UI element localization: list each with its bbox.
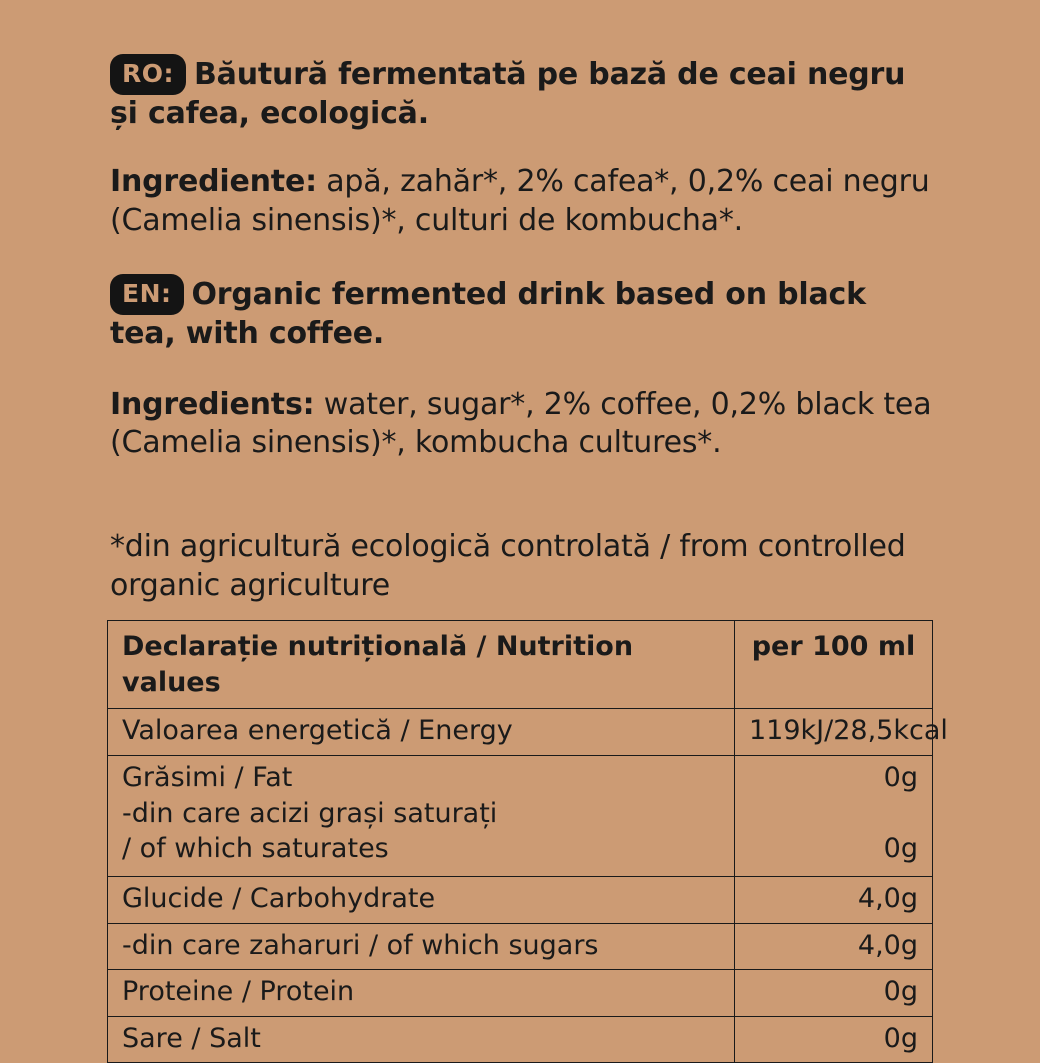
table-row [108, 970, 933, 1017]
row-label-protein: Proteine / Protein [108, 970, 735, 1017]
row-label-fat [108, 755, 735, 876]
row-value-energy: 119kJ/28,5kcal [735, 709, 933, 756]
table-header-row [108, 621, 933, 709]
row-value-protein: 0g [735, 970, 933, 1017]
row-value-salt: 0g [735, 1016, 933, 1063]
en-headline-block [110, 274, 940, 353]
row-value-saturates: 0g [883, 833, 918, 865]
table-row [108, 755, 933, 876]
en-ingredients-label: Ingredients: [110, 386, 315, 422]
row-value-fat-group [735, 755, 933, 876]
ro-headline-block [110, 54, 940, 133]
row-value-carbohydrate: 4,0g [735, 876, 933, 923]
table-row [108, 923, 933, 970]
row-label-fat-sub2: / of which saturates [122, 833, 389, 865]
en-language-tag: EN: [110, 274, 184, 315]
row-label-sugars: -din care zaharuri / of which sugars [108, 923, 735, 970]
row-label-salt: Sare / Salt [108, 1016, 735, 1063]
row-value-fat: 0g [883, 761, 918, 793]
en-ingredients-block [110, 386, 940, 463]
ro-ingredients-label: Ingrediente: [110, 164, 317, 200]
en-headline-text: Organic fermented drink based on black tea, with coffee. [110, 277, 866, 352]
nutrition-table-wrapper [107, 620, 948, 1063]
row-label-energy: Valoarea energetică / Energy [108, 709, 735, 756]
table-row [108, 876, 933, 923]
organic-footnote: *din agricultură ecologică controlată / from controlled organic agriculture [110, 529, 906, 603]
row-label-fat-main: Grăsimi / Fat [122, 761, 293, 793]
row-label-carbohydrate: Glucide / Carbohydrate [108, 876, 735, 923]
ro-language-tag: RO: [110, 54, 186, 95]
nutrition-header-label: Declarație nutrițională / Nutrition values [108, 621, 735, 709]
row-value-sugars: 4,0g [735, 923, 933, 970]
ro-ingredients-text: apă, zahăr*, 2% cafea*, 0,2% ceai negru (Camelia sinensis)*, culturi de kombucha*. [110, 164, 930, 238]
nutrition-header-value: per 100 ml [735, 621, 933, 709]
en-ingredients-text: water, sugar*, 2% coffee, 0,2% black tea (Camelia sinensis)*, kombucha cultures*. [110, 386, 932, 460]
table-row [108, 709, 933, 756]
ro-ingredients-block [110, 163, 940, 240]
row-label-fat-sub1: -din care acizi grași saturați [122, 797, 498, 829]
ro-headline-text: Băutură fermentată pe bază de ceai negru și cafea, ecologică. [110, 57, 906, 131]
nutrition-table [107, 620, 948, 1063]
